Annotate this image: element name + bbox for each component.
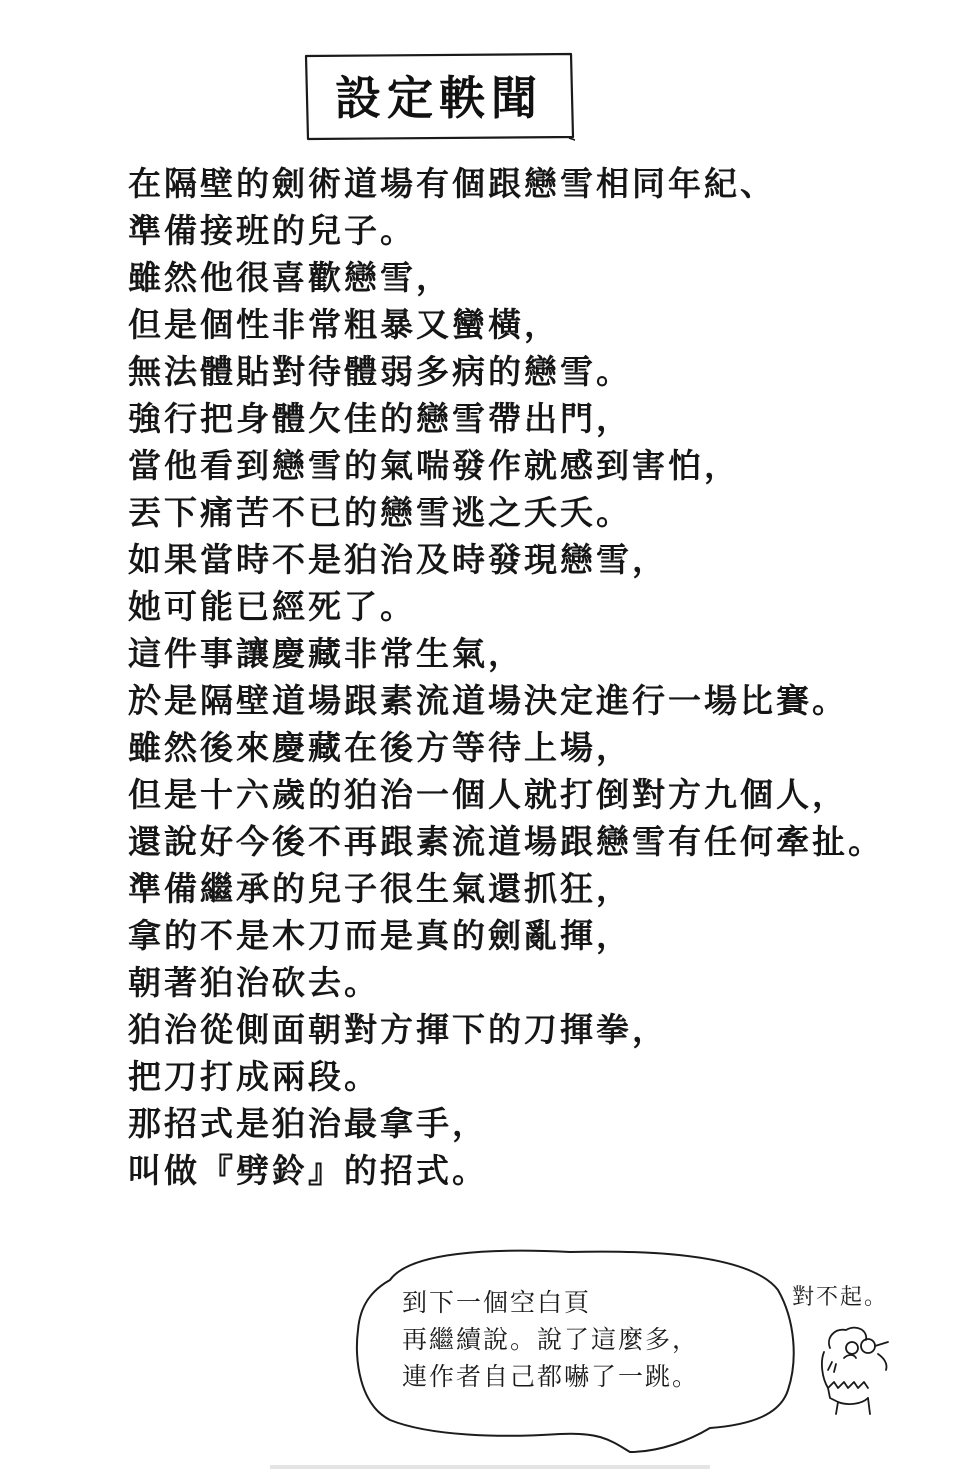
apology-text: 對不起。 — [792, 1285, 889, 1310]
title-box — [303, 52, 575, 142]
body-line: 準備接班的兒子。 — [128, 211, 416, 250]
body-line: 如果當時不是狛治及時發現戀雪， — [128, 540, 668, 579]
speech-bubble — [350, 1240, 805, 1455]
body-text — [128, 160, 928, 1194]
body-line: 把刀打成兩段。 — [128, 1057, 380, 1096]
author-doodle-icon — [808, 1318, 898, 1418]
body-line: 但是個性非常粗暴又蠻橫， — [128, 305, 560, 344]
body-line: 無法體貼對待體弱多病的戀雪。 — [128, 352, 632, 391]
bubble-line: 連作者自己都嚇了一跳。 — [402, 1362, 700, 1391]
body-line: 那招式是狛治最拿手， — [128, 1104, 488, 1143]
bubble-line: 到下一個空白頁 — [402, 1288, 592, 1317]
body-line: 雖然後來慶藏在後方等待上場， — [128, 728, 632, 767]
page-title: 設定軼聞 — [335, 71, 543, 125]
body-line: 朝著狛治砍去。 — [128, 963, 380, 1002]
body-line: 雖然他很喜歡戀雪， — [128, 258, 452, 297]
body-line: 準備繼承的兒子很生氣還抓狂， — [128, 869, 632, 908]
bubble-line: 再繼續說。說了這麼多， — [402, 1325, 700, 1354]
bubble-text — [402, 1284, 782, 1395]
body-line: 還說好今後不再跟素流道場跟戀雪有任何牽扯。 — [128, 822, 884, 861]
body-line: 當他看到戀雪的氣喘發作就感到害怕， — [128, 446, 740, 485]
body-line: 狛治從側面朝對方揮下的刀揮拳， — [128, 1010, 668, 1049]
body-line: 丟下痛苦不已的戀雪逃之夭夭。 — [128, 493, 632, 532]
body-line: 拿的不是木刀而是真的劍亂揮， — [128, 916, 632, 955]
body-line: 於是隔壁道場跟素流道場決定進行一場比賽。 — [128, 681, 848, 720]
body-line: 但是十六歲的狛治一個人就打倒對方九個人， — [128, 775, 848, 814]
body-line: 這件事讓慶藏非常生氣， — [128, 634, 524, 673]
body-line: 叫做『劈鈴』的招式。 — [128, 1151, 488, 1190]
body-line: 在隔壁的劍術道場有個跟戀雪相同年紀、 — [128, 164, 776, 203]
body-line: 她可能已經死了。 — [128, 587, 416, 626]
body-line: 強行把身體欠佳的戀雪帶出門， — [128, 399, 632, 438]
bleed-through-marks — [270, 1462, 710, 1471]
